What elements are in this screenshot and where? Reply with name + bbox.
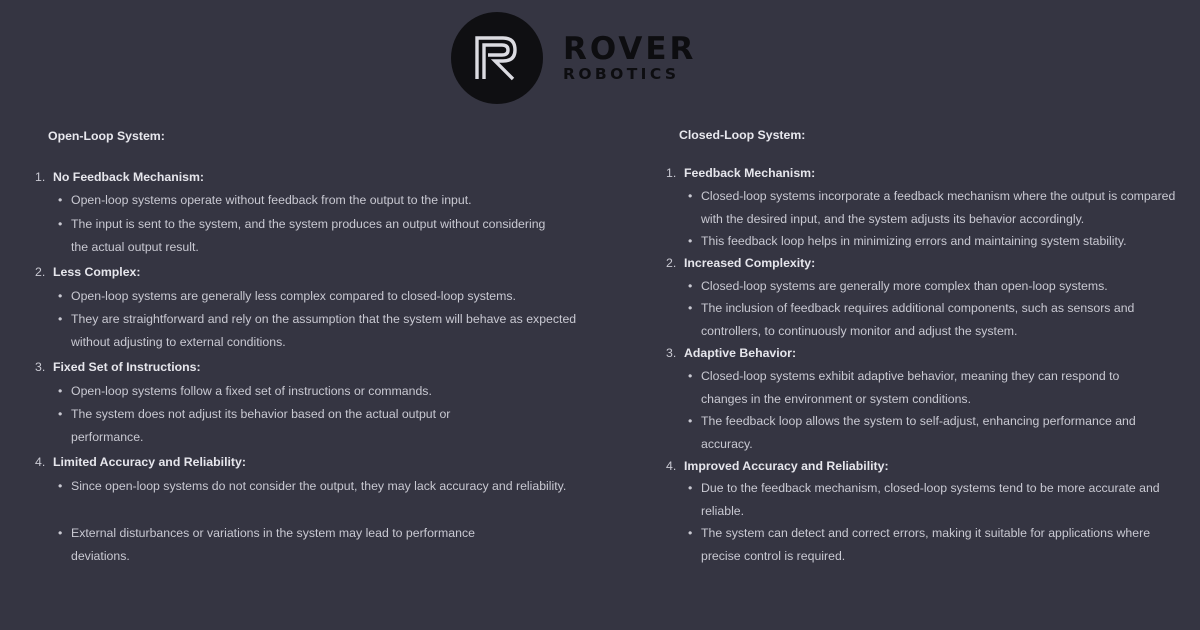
- list-number: 1.: [666, 166, 677, 180]
- list-item-heading: [666, 252, 815, 275]
- bullet-item: • Closed-loop systems incorporate a feedback mechanism where the output is compared with the desired input, and the system adjusts its behavior accordingly.: [688, 189, 1176, 226]
- bullet-item: • Due to the feedback mechanism, closed-loop systems tend to be more accurate and reliable.: [688, 481, 1160, 518]
- list-number: 3.: [35, 360, 46, 374]
- bullet-item: • Open-loop systems follow a fixed set of instructions or commands.: [58, 384, 432, 398]
- bullet-text: Open-loop systems are generally less complex compared to closed-loop systems.: [71, 289, 516, 303]
- bullet-text: Closed-loop systems exhibit adaptive behavior, meaning they can respond to changes in the environment or system conditions.: [701, 369, 1120, 406]
- bullet-text: Open-loop systems follow a fixed set of instructions or commands.: [71, 384, 432, 398]
- bullet-text: Closed-loop systems are generally more complex than open-loop systems.: [701, 279, 1108, 293]
- closed-loop-title: Closed-Loop System:: [679, 128, 806, 142]
- bullet-text: The feedback loop allows the system to self-adjust, enhancing performance and accuracy.: [701, 414, 1136, 451]
- r-letter-icon: [469, 30, 525, 86]
- bullet-text: Closed-loop systems incorporate a feedback mechanism where the output is compared with the desired input, and the system adjusts its behavior accordingly.: [701, 189, 1176, 226]
- logo-name-line2: ROBOTICS: [563, 64, 680, 83]
- bullet-text: Due to the feedback mechanism, closed-loop systems tend to be more accurate and reliable.: [701, 481, 1160, 518]
- list-heading-text: No Feedback Mechanism:: [53, 170, 205, 184]
- bullet-item: • Open-loop systems are generally less complex compared to closed-loop systems.: [58, 289, 516, 303]
- list-item-heading: [666, 342, 796, 365]
- bullet-item: • The system can detect and correct errors, making it suitable for applications where precise control is required.: [688, 526, 1151, 563]
- bullet-text: The system can detect and correct errors, making it suitable for applications where precise control is required.: [701, 526, 1151, 563]
- list-item-heading: [35, 166, 204, 189]
- list-heading-text: Limited Accuracy and Reliability:: [53, 455, 246, 469]
- bullet-item: • They are straightforward and rely on the assumption that the system will behave as expected without adjusting to external conditions.: [58, 312, 577, 349]
- rover-robotics-logo: [451, 12, 696, 104]
- open-loop-title: Open-Loop System:: [48, 129, 165, 143]
- bullet-text: External disturbances or variations in the system may lead to performance deviations.: [71, 526, 475, 563]
- bullet-text: The inclusion of feedback requires additional components, such as sensors and controllers, to continuously monitor and adjust the system.: [701, 301, 1135, 338]
- logo-wordmark: [563, 30, 697, 83]
- list-number: 2.: [666, 256, 677, 270]
- list-heading-text: Less Complex:: [53, 265, 141, 279]
- list-number: 4.: [35, 455, 46, 469]
- bullet-item: • The feedback loop allows the system to self-adjust, enhancing performance and accuracy.: [688, 414, 1136, 451]
- bullet-text: The input is sent to the system, and the system produces an output without considering the actual output result.: [71, 217, 546, 254]
- list-item-heading: [35, 261, 140, 284]
- list-item-heading: [35, 451, 246, 474]
- bullet-item: • Since open-loop systems do not consider the output, they may lack accuracy and reliability.: [58, 479, 567, 493]
- list-number: 1.: [35, 170, 46, 184]
- list-number: 3.: [666, 346, 677, 360]
- logo-name-line1: ROVER: [563, 30, 697, 67]
- bullet-text: The system does not adjust its behavior based on the actual output or performance.: [71, 407, 451, 444]
- bullet-item: • The system does not adjust its behavior based on the actual output or performance.: [58, 407, 451, 444]
- list-item-heading: [666, 162, 815, 185]
- list-heading-text: Fixed Set of Instructions:: [53, 360, 201, 374]
- list-item-heading: [35, 356, 201, 379]
- list-heading-text: Improved Accuracy and Reliability:: [684, 459, 889, 473]
- list-heading-text: Adaptive Behavior:: [684, 346, 797, 360]
- rover-robotics-r-logo-icon: [451, 12, 543, 104]
- bullet-item: • Closed-loop systems are generally more complex than open-loop systems.: [688, 279, 1108, 293]
- bullet-text: This feedback loop helps in minimizing errors and maintaining system stability.: [701, 234, 1127, 248]
- list-item-heading: [666, 455, 889, 478]
- bullet-item: • The inclusion of feedback requires additional components, such as sensors and controllers, to continuously monitor and adjust the system.: [688, 301, 1135, 338]
- bullet-item: • This feedback loop helps in minimizing errors and maintaining system stability.: [688, 234, 1127, 248]
- list-heading-text: Increased Complexity:: [684, 256, 816, 270]
- list-number: 4.: [666, 459, 677, 473]
- bullet-text: Since open-loop systems do not consider the output, they may lack accuracy and reliability.: [71, 479, 567, 493]
- bullet-item: • External disturbances or variations in the system may lead to performance deviations.: [58, 526, 475, 563]
- list-heading-text: Feedback Mechanism:: [684, 166, 816, 180]
- bullet-text: They are straightforward and rely on the assumption that the system will behave as expected without adjusting to external conditions.: [71, 312, 577, 349]
- bullet-item: • Open-loop systems operate without feedback from the output to the input.: [58, 193, 472, 207]
- bullet-item: • Closed-loop systems exhibit adaptive behavior, meaning they can respond to changes in the environment or system conditions.: [688, 369, 1120, 406]
- list-number: 2.: [35, 265, 46, 279]
- bullet-item: • The input is sent to the system, and the system produces an output without considering the actual output result.: [58, 217, 546, 254]
- bullet-text: Open-loop systems operate without feedback from the output to the input.: [71, 193, 472, 207]
